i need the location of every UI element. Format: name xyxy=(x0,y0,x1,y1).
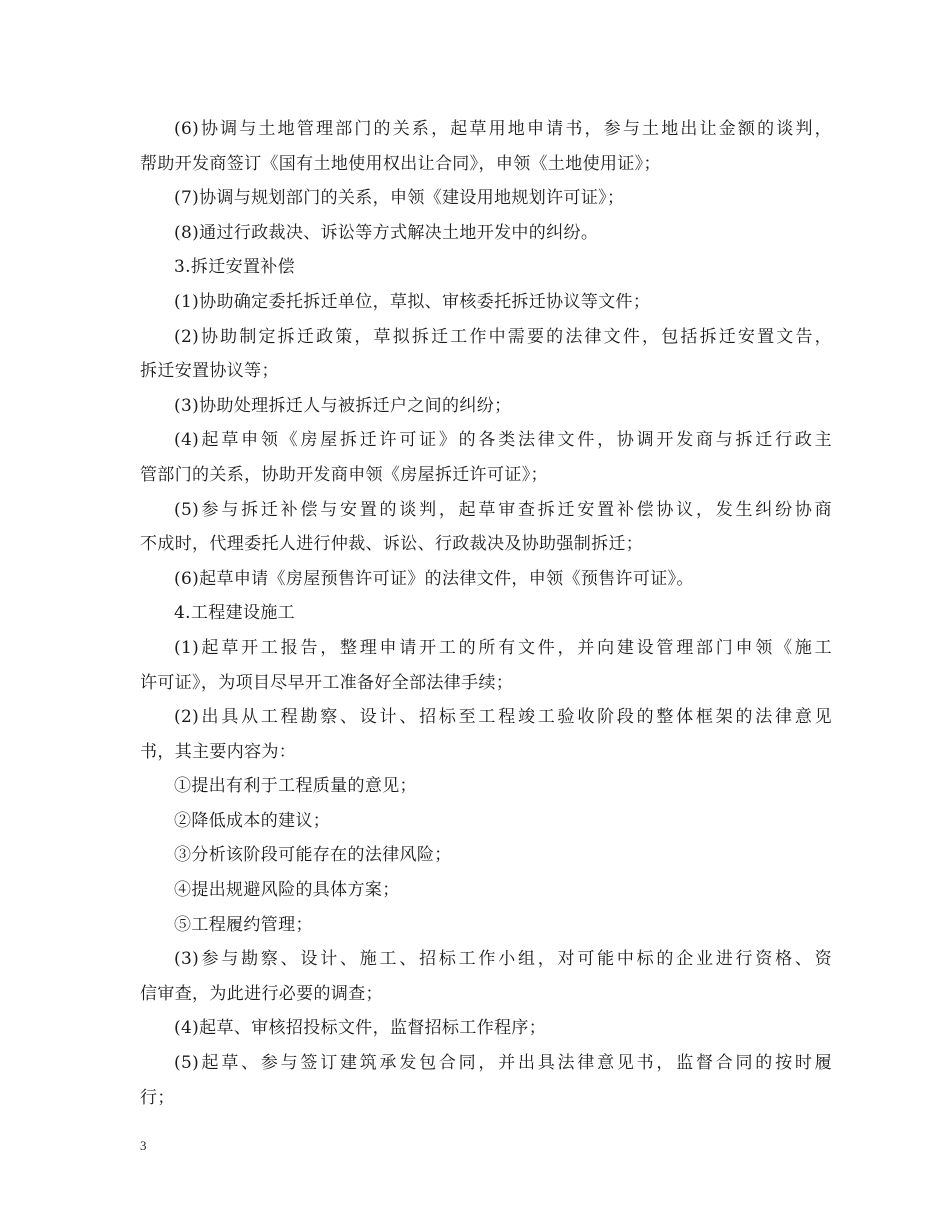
text-line: ⑤工程履约管理； xyxy=(174,914,313,935)
text-line: (3)参与勘察、设计、施工、招标工作小组，对可能中标的企业进行资格、资 xyxy=(174,949,832,970)
text-line: ③分析该阶段可能存在的法律风险； xyxy=(174,845,452,866)
text-line: 信审查，为此进行必要的调查； xyxy=(140,983,383,1004)
text-line: (7)协调与规划部门的关系，申领《建设用地规划许可证》； xyxy=(174,188,625,209)
text-line: (2)出具从工程勘察、设计、招标至工程竣工验收阶段的整体框架的法律意见 xyxy=(174,707,832,728)
text-line: (8)通过行政裁决、诉讼等方式解决土地开发中的纠纷。 xyxy=(174,222,599,243)
text-line: (5)参与拆迁补偿与安置的谈判，起草审查拆迁安置补偿协议，发生纠纷协商 xyxy=(174,499,832,520)
text-line: (6)协调与土地管理部门的关系，起草用地申请书，参与土地出让金额的谈判， xyxy=(174,119,832,139)
text-line: (4)起草、审核招投标文件，监督招标工作程序； xyxy=(174,1018,547,1039)
text-line: 拆迁安置协议等； xyxy=(140,361,279,382)
text-line: (4)起草申领《房屋拆迁许可证》的各类法律文件，协调开发商与拆迁行政主 xyxy=(174,430,832,451)
page-number: 3 xyxy=(140,1138,147,1153)
text-line: (1)起草开工报告，整理申请开工的所有文件，并向建设管理部门申领《施工 xyxy=(174,637,832,658)
text-line: ①提出有利于工程质量的意见； xyxy=(174,776,417,797)
document-body xyxy=(140,112,832,1115)
text-line: 帮助开发商签订《国有土地使用权出让合同》，申领《土地使用证》； xyxy=(140,153,661,174)
text-line: ②降低成本的建议； xyxy=(174,810,331,831)
text-line: (1)协助确定委托拆迁单位，草拟、审核委托拆迁协议等文件； xyxy=(174,291,651,312)
text-line: 4.工程建设施工 xyxy=(174,603,296,624)
text-line: (6)起草申请《房屋预售许可证》的法律文件，申领《预售许可证》。 xyxy=(174,568,694,589)
text-line: 3.拆迁安置补偿 xyxy=(174,257,296,278)
text-line: (3)协助处理拆迁人与被拆迁户之间的纠纷； xyxy=(174,395,512,416)
text-line: ④提出规避风险的具体方案； xyxy=(174,880,400,901)
text-line: 行； xyxy=(140,1087,175,1108)
text-line: (2)协助制定拆迁政策，草拟拆迁工作中需要的法律文件，包括拆迁安置文告， xyxy=(174,326,832,347)
text-line: 书，其主要内容为： xyxy=(140,741,297,762)
text-line: (5)起草、参与签订建筑承发包合同，并出具法律意见书，监督合同的按时履 xyxy=(174,1053,832,1074)
text-line: 许可证》，为项目尽早开工准备好全部法律手续； xyxy=(140,672,514,693)
text-line: 不成时，代理委托人进行仲裁、诉讼、行政裁决及协助强制拆迁； xyxy=(140,534,644,555)
text-line: 管部门的关系，协助开发商申领《房屋拆迁许可证》； xyxy=(140,464,548,485)
